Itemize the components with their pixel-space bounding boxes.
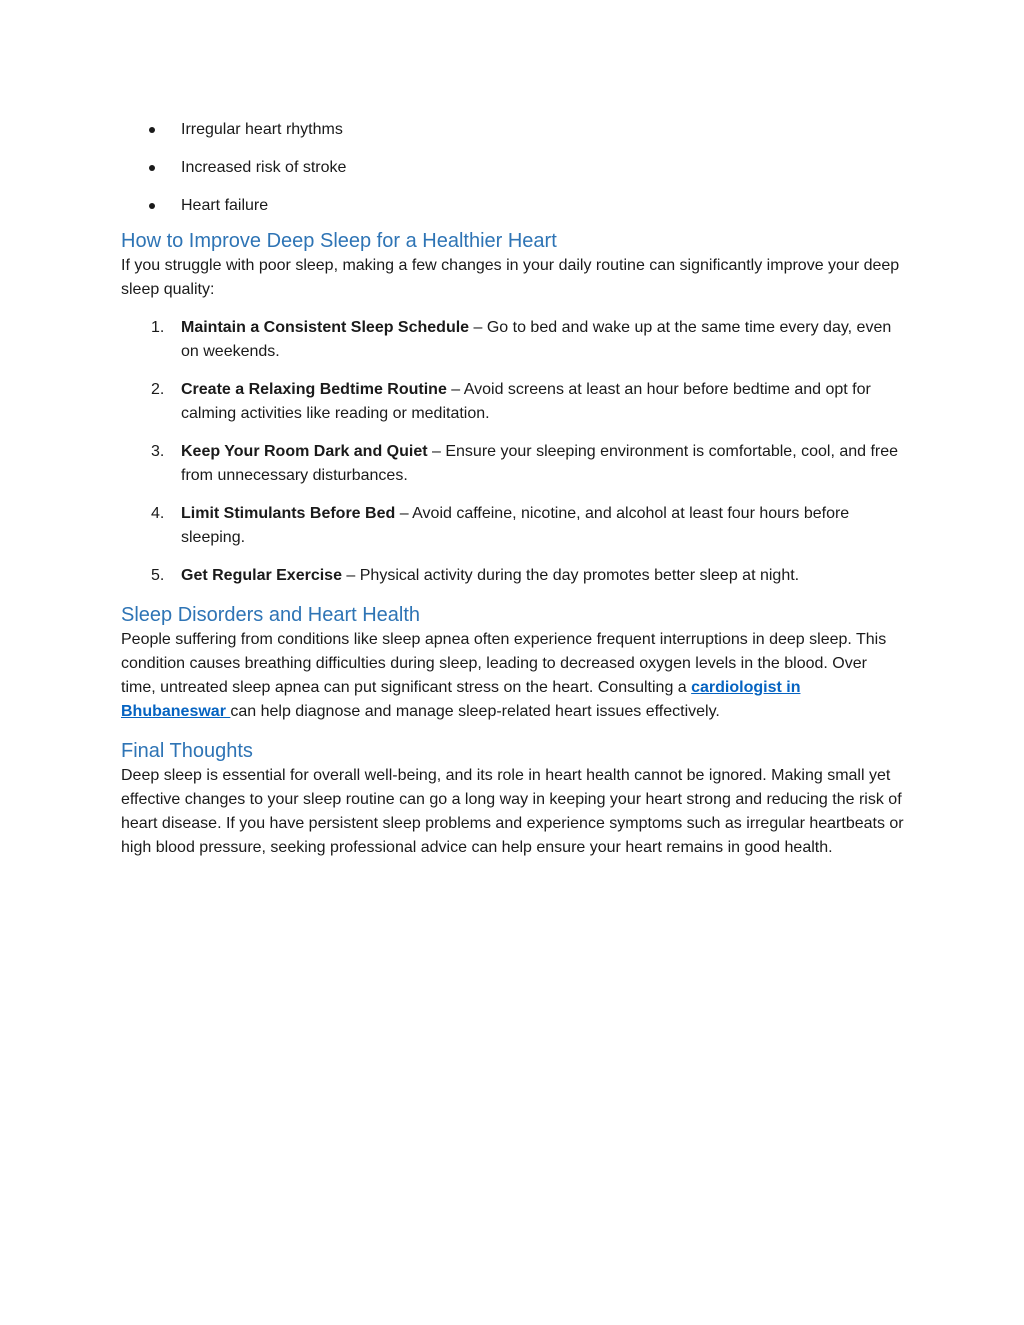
step-number: 4.	[151, 505, 165, 522]
bullet-text: Increased risk of stroke	[181, 159, 347, 176]
bullet-item	[121, 194, 906, 218]
section-heading-final-thoughts: Final Thoughts	[121, 740, 253, 762]
step-title: Limit Stimulants Before Bed	[181, 505, 396, 522]
step-text: – Go to bed and wake up at the same time every day, even on weekends.	[181, 319, 892, 360]
bullet-text: Irregular heart rhythms	[181, 121, 343, 138]
step-title: Maintain a Consistent Sleep Schedule	[181, 319, 470, 336]
document-page	[121, 118, 906, 860]
step-number: 5.	[151, 567, 165, 584]
final-paragraph: Deep sleep is essential for overall well-being, and its role in heart health cannot be ignored. Making small yet effective changes to your sleep routine can go a long way in keeping your heart strong and reducing the risk of heart disease. If you have persistent sleep problems and experience symptoms such as irregular heartbeats or high blood pressure, seeking professional advice can help ensure your heart remains in good health.	[121, 767, 904, 856]
step-text: – Avoid screens at least an hour before bedtime and opt for calming activities like reading or meditation.	[181, 381, 871, 422]
risk-bullet-list	[121, 118, 906, 218]
step-text: – Avoid caffeine, nicotine, and alcohol at least four hours before sleeping.	[181, 505, 850, 546]
disorders-text-after: can help diagnose and manage sleep-related heart issues effectively.	[230, 703, 720, 720]
improve-intro-paragraph: If you struggle with poor sleep, making a few changes in your daily routine can significantly improve your deep sleep quality:	[121, 257, 900, 298]
step-title: Get Regular Exercise	[181, 567, 342, 584]
section-heading-sleep-disorders: Sleep Disorders and Heart Health	[121, 604, 421, 626]
step-text: – Physical activity during the day promotes better sleep at night.	[341, 567, 800, 584]
step-title: Keep Your Room Dark and Quiet	[181, 443, 428, 460]
step-number: 1.	[151, 319, 165, 336]
bullet-dot-icon	[149, 127, 155, 133]
bullet-item	[121, 156, 906, 180]
cardiologist-link[interactable]: cardiologist in Bhubaneswar	[121, 679, 801, 720]
step-item	[121, 502, 906, 550]
step-item	[121, 564, 906, 588]
bullet-text: Heart failure	[181, 197, 269, 214]
step-item	[121, 316, 906, 364]
bullet-dot-icon	[149, 203, 155, 209]
step-text: – Ensure your sleeping environment is comfortable, cool, and free from unnecessary disturbances.	[181, 443, 899, 484]
disorders-text-before: People suffering from conditions like sleep apnea often experience frequent interruptions in deep sleep. This condition causes breathing difficulties during sleep, leading to decreased oxygen levels in the blood. Over time, untreated sleep apnea can put significant stress on the heart. Consulting a	[121, 631, 887, 696]
step-number: 3.	[151, 443, 165, 460]
section-heading-improve-sleep: How to Improve Deep Sleep for a Healthier Heart	[121, 230, 557, 252]
step-number: 2.	[151, 381, 165, 398]
improve-steps-list	[121, 316, 906, 588]
bullet-dot-icon	[149, 165, 155, 171]
step-item	[121, 378, 906, 426]
step-item	[121, 440, 906, 488]
step-title: Create a Relaxing Bedtime Routine	[181, 381, 447, 398]
disorders-paragraph	[121, 628, 906, 724]
bullet-item	[121, 118, 906, 142]
